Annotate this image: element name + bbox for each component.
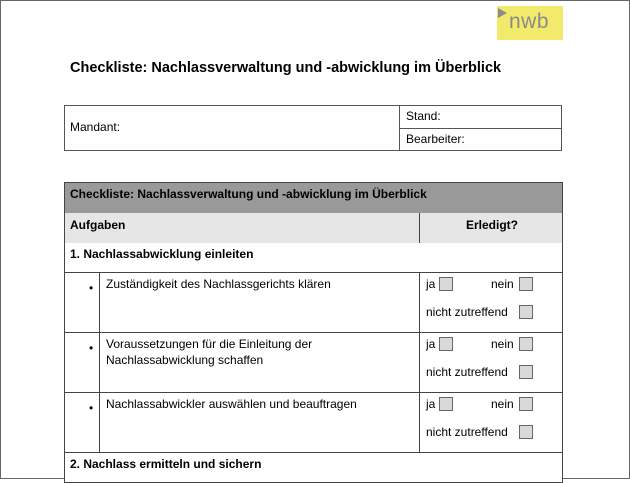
option-no-label: nein (491, 277, 514, 291)
client-info-box (64, 105, 562, 151)
checkbox-na[interactable] (519, 305, 533, 319)
row-divider (419, 273, 420, 332)
column-header-row (64, 213, 563, 244)
option-yes-label: ja (426, 337, 436, 351)
checkbox-no[interactable] (519, 337, 533, 351)
page-title: Checkliste: Nachlassverwaltung und -abwicklung im Überblick (70, 60, 502, 76)
task-text: Voraussetzungen für die Einleitung der Nachlassabwicklung schaffen (106, 337, 313, 367)
checkbox-no[interactable] (519, 277, 533, 291)
option-no-label: nein (491, 397, 514, 411)
column-header-tasks: Aufgaben (70, 218, 126, 232)
task-text: Zuständigkeit des Nachlassgerichts klären (106, 277, 331, 291)
bullet: • (89, 281, 94, 295)
row-divider (419, 333, 420, 392)
row-divider (419, 393, 420, 452)
checkbox-yes[interactable] (439, 277, 453, 291)
logo-flag-icon (498, 8, 507, 18)
checkbox-no[interactable] (519, 397, 533, 411)
section-row (64, 243, 563, 273)
section-title: 2. Nachlass ermitteln und sichern (70, 457, 262, 471)
checkbox-yes[interactable] (439, 337, 453, 351)
stand-label: Stand: (406, 109, 441, 123)
column-divider (419, 213, 420, 243)
bullet: • (89, 401, 94, 415)
option-na-label: nicht zutreffend (426, 305, 508, 319)
option-yes-label: ja (426, 277, 436, 291)
task-row (64, 273, 563, 333)
task-row (64, 333, 563, 393)
bullet: • (89, 341, 94, 355)
logo-text: nwb (509, 10, 550, 33)
row-divider (99, 273, 100, 332)
option-yes-label: ja (426, 397, 436, 411)
task-text: Nachlassabwickler auswählen und beauftragen (106, 397, 357, 411)
checkbox-na[interactable] (519, 425, 533, 439)
option-na-label: nicht zutreffend (426, 425, 508, 439)
row-divider (99, 393, 100, 452)
checklist-table (64, 182, 563, 482)
checkbox-yes[interactable] (439, 397, 453, 411)
checklist-heading-row (64, 182, 563, 214)
nwb-logo (497, 6, 563, 40)
task-row (64, 393, 563, 453)
option-no-label: nein (491, 337, 514, 351)
checklist-heading: Checkliste: Nachlassverwaltung und -abwicklung im Überblick (70, 187, 427, 201)
column-header-done: Erledigt? (466, 218, 519, 232)
bearbeiter-label: Bearbeiter: (406, 132, 465, 146)
section-title: 1. Nachlassabwicklung einleiten (70, 247, 254, 261)
row-divider (99, 333, 100, 392)
checkbox-na[interactable] (519, 365, 533, 379)
info-divider (399, 128, 562, 129)
mandant-label: Mandant: (70, 120, 121, 134)
option-na-label: nicht zutreffend (426, 365, 508, 379)
